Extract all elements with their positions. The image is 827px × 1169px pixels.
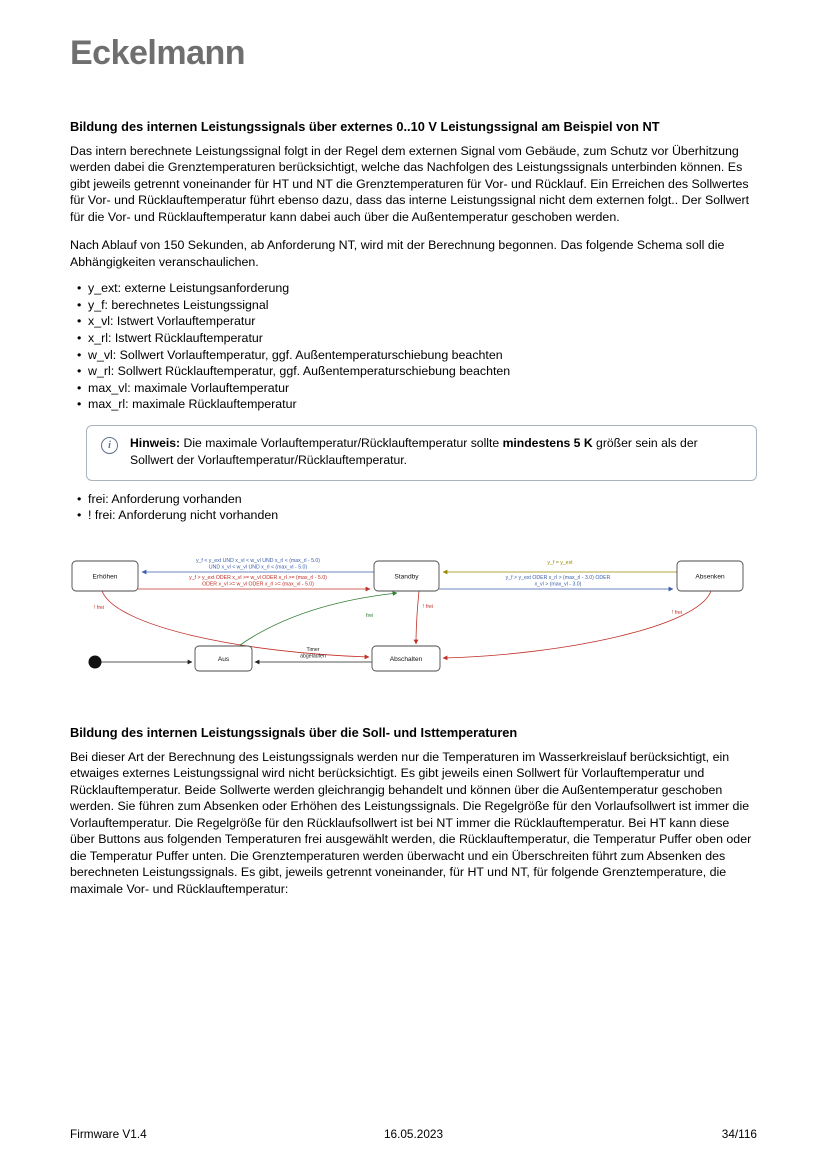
page-footer <box>70 1127 757 1141</box>
note-text-part1: Die maximale Vorlauftemperatur/Rücklauftemperatur sollte <box>183 436 500 451</box>
footer-page-number: 34/116 <box>721 1127 757 1141</box>
list-item: • ! frei: Anforderung nicht vorhanden <box>88 507 757 524</box>
edge-label-frei: frei <box>366 612 374 619</box>
state-label-erhoehen: Erhöhen <box>92 573 118 581</box>
footer-date: 16.05.2023 <box>383 1127 444 1141</box>
edge-label-notfrei-right: ! frei <box>672 609 683 616</box>
section1-paragraph-2: Nach Ablauf von 150 Sekunden, ab Anforderung NT, wird mit der Berechnung begonnen. Das folgende Schema soll die Abhängigkeiten veranschaulichen. <box>70 238 725 269</box>
list-item: • w_rl: Sollwert Rücklauftemperatur, ggf. Außentemperaturschiebung beachten <box>88 363 757 380</box>
section1-heading: Bildung des internen Leistungssignals über externes 0..10 V Leistungssignal am Beispiel von NT <box>70 118 660 134</box>
edge-label-yf-equals: y_f = y_ext <box>547 559 573 566</box>
section2-paragraph-1: Bei dieser Art der Berechnung des Leistungssignals werden nur die Temperaturen im Wasserkreislauf berücksichtigt, ein etwaiges externes Leistungssignal wird nicht berücksichtigt. Es gibt jeweils einen Sollwert für Vorlauftemperatur und Rücklauftemperatur. Beide Sollwerte werden gleichrangig behandelt und können über die Außentemperatur geschoben werden. Sie führen zum Absenken oder Erhöhen des Leistungssignals. Die Regelgröße für den Vorlaufsollwert ist immer die Vorlauftemperatur. Die Regelgröße für den Rücklaufsollwert ist bei NT immer die Rücklauftemperatur. Bei HT kann diese über Buttons aus folgenden Temperaturen frei ausgewählt werden, die Rücklauftemperatur, die Temperatur Puffer oben oder die Temperatur Puffer unten. Die Grenztemperaturen werden überwacht und ein Überschreiten führt zum Absenken des berechneten Leistungssignals. Es gibt, jeweils getrennt voneinander, für HT und NT, für folgende Grenztemperature, die maximale Vor- und Rücklauftemperatur: <box>70 749 752 896</box>
state-diagram <box>70 551 757 691</box>
edge-label-notfrei-center: ! frei <box>423 603 434 610</box>
note-text-part2: größer sein als der Sollwert der Vorlauftemperatur/Rücklauftemperatur. <box>130 436 698 468</box>
note-bold-value: mindestens 5 K <box>502 436 593 451</box>
edge-label-timer-1: Timer <box>306 646 320 653</box>
list-item: • max_rl: maximale Rücklauftemperatur <box>88 396 757 413</box>
state-diagram-svg <box>70 551 746 687</box>
edge-label-to-absenken-2: x_vl > (max_vl - 3.0) <box>534 581 582 588</box>
list-item: • x_rl: Istwert Rücklauftemperatur <box>88 330 757 347</box>
section2-heading: Bildung des internen Leistungssignals über die Soll- und Isttemperaturen <box>70 724 518 740</box>
footer-firmware-version: Firmware V1.4 <box>70 1127 147 1141</box>
note-label: Hinweis: <box>130 436 181 451</box>
list-item: • w_vl: Sollwert Vorlauftemperatur, ggf. Außentemperaturschiebung beachten <box>88 347 757 364</box>
list-item: • frei: Anforderung vorhanden <box>88 491 757 508</box>
initial-state-dot <box>89 655 102 668</box>
edge-aus-to-standby <box>240 593 397 645</box>
state-label-absenken: Absenken <box>695 573 725 581</box>
variable-list <box>70 280 757 413</box>
edge-label-timer-2: abgelaufen <box>300 653 326 660</box>
edge-label-to-standby-1: y_f > y_ext ODER x_vl >= w_vl ODER x_rl >= (max_rl - 5.0) <box>189 574 327 581</box>
edge-absenken-to-abschalten <box>443 591 711 658</box>
list-item: • y_f: berechnetes Leistungssignal <box>88 297 757 314</box>
note-text <box>130 435 744 470</box>
list-item: • y_ext: externe Leistungsanforderung <box>88 280 757 297</box>
edge-label-to-erhoehen-1: y_f < y_ext UND x_vl < w_vl UND x_rl < (max_rl - 5.0) <box>195 557 321 564</box>
edge-label-to-erhoehen-2: UND x_vl < w_vl UND x_rl < (max_vl - 5.0) <box>208 564 308 571</box>
state-flag-list <box>70 491 757 524</box>
state-label-aus: Aus <box>217 655 230 663</box>
list-item: • max_vl: maximale Vorlauftemperatur <box>88 380 757 397</box>
company-logo: Eckelmann <box>70 34 246 72</box>
info-icon: i <box>101 437 118 454</box>
edge-label-notfrei-left: ! frei <box>94 604 105 611</box>
note-box <box>86 425 757 481</box>
section1-paragraph-1: Das intern berechnete Leistungssignal folgt in der Regel dem externen Signal vom Gebäude, zum Schutz vor Überhitzung werden dabei die Grenztemperaturen berücksichtigt, welche das Nachfolgen des Leistungssignals unterbinden können. Es gibt jeweils getrennt voneinander für HT und NT die Grenztemperaturen für Vor- und Rücklauf. Ein Erreichen des Sollwertes für Vor- und Rücklauftemperatur führt ebenso dazu, dass das interne Leistungssignal nicht dem externen folgt.. Der Sollwert für die Vor- und Rücklauftemperatur kann dabei auch über die Außentemperatur geschoben werden. <box>70 143 750 224</box>
edge-standby-to-abschalten <box>416 591 419 644</box>
edge-label-to-absenken-1: y_f > y_ext ODER x_rl > (max_rl - 3.0) ODER <box>505 574 611 581</box>
state-label-abschalten: Abschalten <box>389 655 423 663</box>
list-item: • x_vl: Istwert Vorlauftemperatur <box>88 313 757 330</box>
edge-label-to-standby-2: ODER x_vl >= w_vl ODER x_rl >= (max_vl - 5.0) <box>202 581 314 588</box>
state-label-standby: Standby <box>394 573 419 581</box>
